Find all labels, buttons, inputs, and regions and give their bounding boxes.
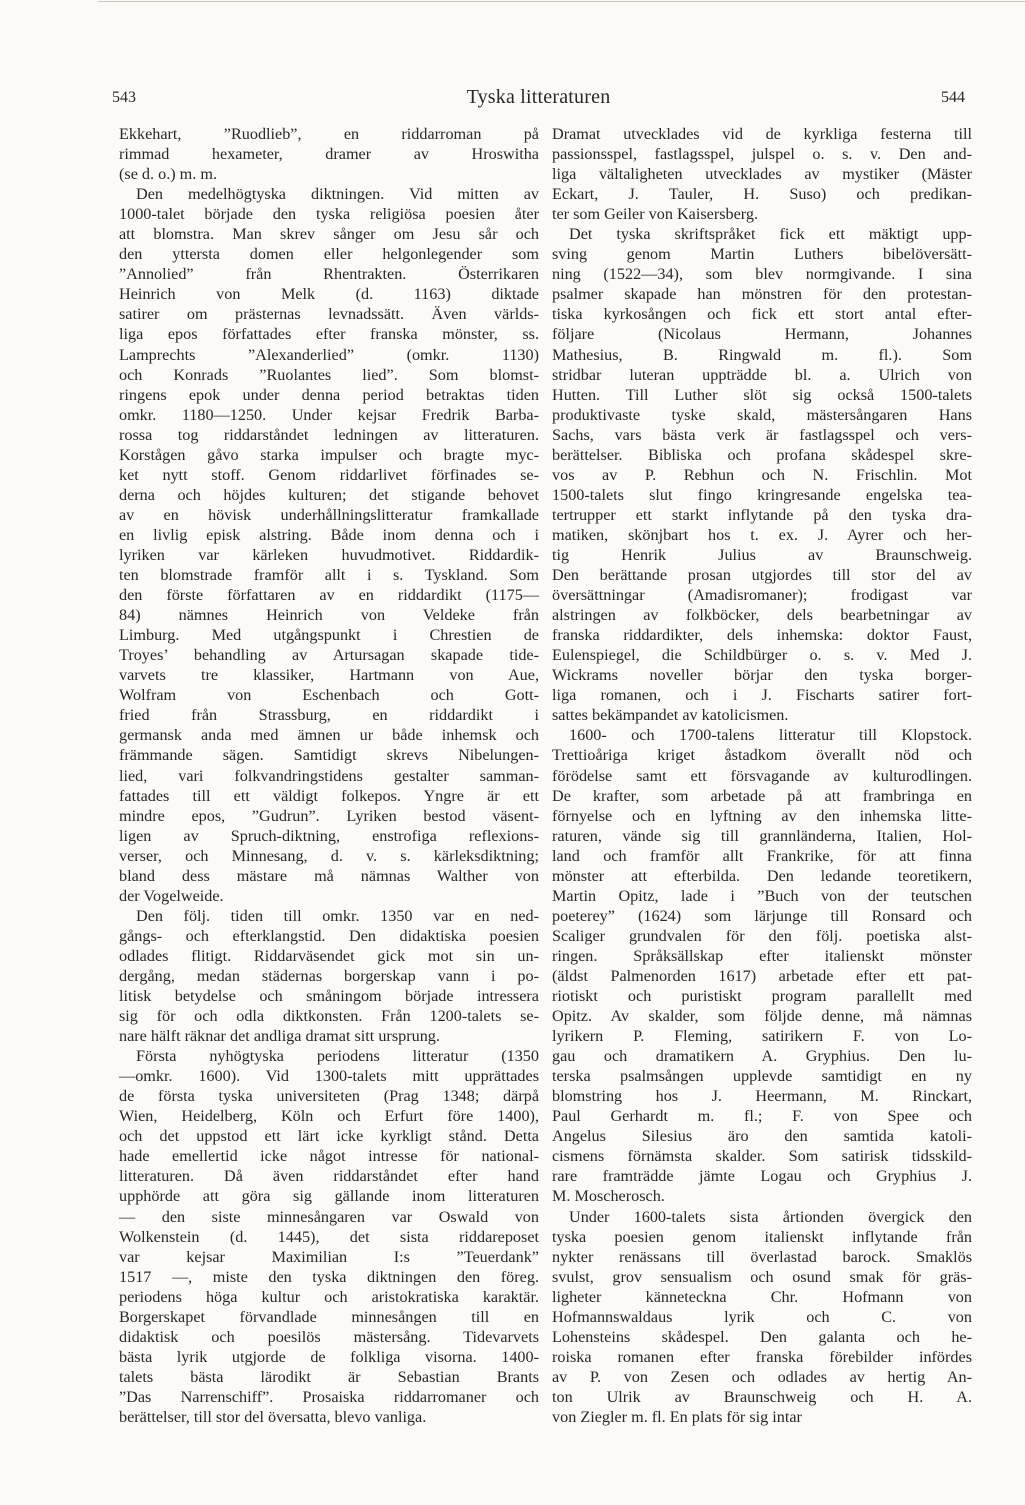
text-line: Hofmannswaldaus lyrik och C. von	[552, 1307, 972, 1326]
text-line: lyrikern P. Fleming, satirikern F. von Lo-	[552, 1027, 972, 1046]
text-line: och det uppstod ett lärt icke kyrkligt stånd. Detta	[119, 1127, 539, 1146]
text-line: Under 1600-talets sista årtionden övergick den	[569, 1207, 972, 1226]
text-line: terska psalmsången upplevde samtidigt en ny	[552, 1067, 972, 1086]
text-line: att blomstra. Man skrev sånger om Jesu sår och	[119, 225, 539, 244]
text-line: land och framför allt Frankrike, för att finna	[552, 846, 972, 865]
text-line: tyska poesien genom italienskt inflytande från	[552, 1227, 972, 1246]
text-line: Dramat utvecklades vid de kyrkliga festerna till	[552, 125, 972, 143]
text-line: raturen, vände sig till grannländerna, Italien, Hol-	[552, 826, 972, 845]
text-line: förnyelse och en lyftning av den inhemska litte-	[552, 806, 972, 825]
text-line: gångs- och efterklangstid. Den didaktiska poesien	[119, 926, 539, 945]
text-line: dergång, medan städernas borgerskap vann i po-	[119, 966, 539, 985]
text-line: poeterey” (1624) som lärjunge till Ronsard och	[552, 906, 972, 925]
text-line: fried från Strassburg, en riddardikt i	[119, 706, 539, 725]
text-line: — den siste minnesångaren var Oswald von	[119, 1207, 539, 1226]
text-line: den förste författaren av en riddardikt (1175—	[119, 586, 539, 605]
text-line: liga vältaligheten utvecklades av mystiker (Mäster	[552, 165, 972, 184]
text-line: Opitz. Av skalder, som följde denne, må nämnas	[552, 1007, 972, 1026]
text-line: blomstring hos J. Heermann, M. Rinckart,	[552, 1087, 972, 1106]
text-line: sig för och odla diktkonsten. Från 1200-talets se-	[119, 1007, 539, 1026]
text-line: svulst, grov sensualism och osund smak för gräs-	[552, 1267, 972, 1286]
text-line: tertrupper ett starkt inflytande på den tyska dra-	[552, 505, 972, 524]
text-line: litisk betydelse och småningom började intressera	[119, 987, 539, 1006]
text-line: lyriken var kärleken huvudmotivet. Riddardik-	[119, 545, 539, 564]
text-line: verser, och Minnesang, d. v. s. kärleksdiktning;	[119, 846, 539, 865]
text-line: passionsspel, fastlagsspel, julspel o. s. v. Den and-	[552, 145, 972, 164]
text-line: Eckart, J. Tauler, H. Suso) och predikan-	[552, 185, 972, 204]
text-line: mindre epos, ”Gudrun”. Lyriken bestod väsent-	[119, 806, 539, 825]
text-line: nykter renässans till överlastad barock. Smaklös	[552, 1247, 972, 1266]
text-line: hade emellertid icke något intresse för national-	[119, 1147, 539, 1166]
text-line: Borgerskapet förvandlade minnesången till en	[119, 1307, 539, 1326]
text-line: sving genom Martin Luthers bibelöversätt-	[552, 245, 972, 264]
text-line: ligheter känneteckna Chr. Hofmann von	[552, 1287, 972, 1306]
text-line: didaktisk och poesilös mästersång. Tidevarvets	[119, 1327, 539, 1346]
text-line: —omkr. 1600). Vid 1300-talets mitt upprättades	[119, 1067, 539, 1086]
text-line: odlades flitigt. Riddarväsendet gick mot sin un-	[119, 946, 539, 965]
text-line: de första tyska universiteten (Prag 1348; därpå	[119, 1087, 539, 1106]
text-line: 1517 —, miste den tyska diktningen den föreg.	[119, 1267, 539, 1286]
text-line: omkr. 1180—1250. Under kejsar Fredrik Barba-	[119, 405, 539, 424]
text-line: nare hälft räknar det andliga dramat sitt ursprung.	[119, 1027, 440, 1046]
text-line: Troyes’ behandling av Artursagan skapade tide-	[119, 646, 539, 665]
text-line: 1500-talets slut fingo kringresande engelska tea-	[552, 485, 972, 504]
text-line: den yttersta domen eller helgonlegender som	[119, 245, 539, 264]
text-line: fattades till ett väldigt folkepos. Yngre är ett	[119, 786, 539, 805]
text-line: ringens epok under denna period betraktas tiden	[119, 385, 539, 404]
text-line: produktivaste tyske skald, mästersångaren Hans	[552, 405, 972, 424]
text-line: Lohensteins skådespel. Den galanta och he-	[552, 1327, 972, 1346]
text-line: Eulenspiegel, die Schildbürger o. s. v. Med J.	[552, 646, 972, 665]
right-column	[552, 124, 972, 1427]
text-line: 1600- och 1700-talens litteratur till Klopstock.	[569, 726, 972, 745]
text-line: varvets tre klassiker, Hartmann von Aue,	[119, 666, 539, 685]
text-line: översättningar (Amadisromaner); frodigast var	[552, 586, 972, 605]
text-line: av P. von Zesen och odlades av hertig An-	[552, 1367, 972, 1386]
text-line: en livlig episk alstring. Både inom denna och i	[119, 525, 539, 544]
text-line: germansk anda med ämnen ur både inhemsk och	[119, 726, 539, 745]
text-line: Wien, Heidelberg, Köln och Erfurt före 1400),	[119, 1107, 539, 1126]
text-line: ten blomstrade framför allt i s. Tyskland. Som	[119, 566, 539, 585]
text-line: stridbar luteran uppträdde bl. a. Ulrich von	[552, 365, 972, 384]
text-line: talets bästa lärodikt är Sebastian Brants	[119, 1367, 539, 1386]
text-line: mönster att efterbilda. Den ledande teoretikern,	[552, 866, 972, 885]
text-line: Wickrams noveller börjar den tyska borger-	[552, 666, 972, 685]
text-line: Trettioåriga kriget åstadkom överallt nöd och	[552, 746, 972, 765]
text-line: cismens förnämsta skalder. Som satirisk tidsskild-	[552, 1147, 972, 1166]
text-line: ringen. Språksällskap efter italienskt mönster	[552, 946, 972, 965]
text-line: Ekkehart, ”Ruodlieb”, en riddarroman på	[119, 125, 539, 143]
text-line: der Vogelweide.	[119, 886, 224, 905]
text-line: von Ziegler m. fl. En plats för sig intar	[552, 1408, 802, 1426]
text-line: ning (1522—34), som blev normgivande. I sina	[552, 265, 972, 284]
text-line: Angelus Silesius äro den samtida katoli-	[552, 1127, 972, 1146]
text-line: ”Annolied” från Rhentrakten. Österrikaren	[119, 265, 539, 284]
text-line: M. Moscherosch.	[552, 1187, 665, 1206]
text-line: Paul Gerhardt m. fl.; F. von Spee och	[552, 1107, 972, 1126]
text-line: (äldst Palmenorden 1617) arbetade efter ett pat-	[552, 966, 972, 985]
text-line: Det tyska skriftspråket fick ett mäktigt upp-	[569, 225, 972, 244]
running-header	[112, 86, 965, 115]
text-line: bästa lyrik utgjorde de folkliga visorna. 1400-	[119, 1347, 539, 1366]
text-line: Sachs, vars bästa verk är fastlagsspel och vers-	[552, 425, 972, 444]
text-line: Limburg. Med utgångspunkt i Chrestien de	[119, 626, 539, 645]
text-line: gau och dramatikern A. Gryphius. Den lu-	[552, 1047, 972, 1066]
text-line: litteraturen. Då även riddarståndet efter hand	[119, 1167, 539, 1186]
text-line: satirer om prästernas levnadssätt. Även världs-	[119, 305, 539, 324]
text-line: tiska kyrkosången och fick ett stort antal efter-	[552, 305, 972, 324]
text-line: 84) nämnes Heinrich von Veldeke från	[119, 606, 539, 625]
text-line: vos av P. Rebhun och N. Frischlin. Mot	[552, 465, 972, 484]
text-line: ligen av Spruch-diktning, enstrofiga reflexions-	[119, 826, 539, 845]
text-line: derna och höjdes kulturen; det stigande behovet	[119, 485, 539, 504]
text-line: Den följ. tiden till omkr. 1350 var en ned-	[136, 906, 539, 925]
text-line: psalmer skapade han mönstren för den protestan-	[552, 285, 972, 304]
text-line: och Konrads ”Ruolantes lied”. Som blomst-	[119, 365, 539, 384]
running-title: Tyska litteraturen	[466, 86, 611, 108]
text-line: Heinrich von Melk (d. 1163) diktade	[119, 285, 539, 304]
text-line: Hutten. Till Luther slöt sig också 1500-talets	[552, 385, 972, 404]
text-line: rare framträdde jämte Logau och Gryphius J.	[552, 1167, 972, 1186]
text-line: De krafter, som arbetade på att frambringa en	[552, 786, 972, 805]
text-line: ket nytt stoff. Genom riddarlivet förfinades se-	[119, 465, 539, 484]
text-line: berättelser, till stor del översatta, blevo vanliga.	[119, 1408, 427, 1426]
text-line: Den medelhögtyska diktningen. Vid mitten av	[136, 185, 539, 204]
text-line: sattes bekämpandet av katolicismen.	[552, 706, 789, 725]
text-line: liga romanen, och i J. Fischarts satirer fort-	[552, 686, 972, 705]
text-line: Första nyhögtyska periodens litteratur (1350	[136, 1047, 539, 1066]
text-line: förödelse samt ett försvagande av kulturodlingen.	[552, 766, 972, 785]
text-line: franska riddardikter, dels inhemska: doktor Faust,	[552, 626, 972, 645]
text-line: berättelser. Bibliska och profana skådespel skre-	[552, 445, 972, 464]
page-top-rule	[98, 1, 1025, 2]
left-column	[119, 124, 539, 1427]
text-line: bland dess mästare må nämnas Walther von	[119, 866, 539, 885]
text-line: av en hövisk underhållningslitteratur framkallade	[119, 505, 539, 524]
text-line: 1000-talet började den tyska religiösa poesien åter	[119, 205, 539, 224]
text-line: periodens höga kultur och aristokratiska karaktär.	[119, 1287, 539, 1306]
text-line: följare (Nicolaus Hermann, Johannes	[552, 325, 972, 344]
left-page-number: 543	[112, 89, 136, 106]
text-line: rimmad hexameter, dramer av Hroswitha	[119, 145, 539, 164]
right-page-number: 544	[941, 89, 965, 106]
text-line: Korstågen gåvo starka impulser och bragte myc-	[119, 445, 539, 464]
text-line: Martin Opitz, lade i ”Buch von der teutschen	[552, 886, 972, 905]
text-line: Mathesius, B. Ringwald m. fl.). Som	[552, 345, 972, 364]
text-line: tig Henrik Julius av Braunschweig.	[552, 545, 972, 564]
text-line: Scaliger grundvalen för den följ. poetiska alst-	[552, 926, 972, 945]
text-line: roiska romanen efter franska förebilder infördes	[552, 1347, 972, 1366]
text-line: Wolkenstein (d. 1445), det sista riddareposet	[119, 1227, 539, 1246]
text-line: alstringen av folkböcker, dels bearbetningar av	[552, 606, 972, 625]
text-line: främmande sägen. Samtidigt skrevs Nibelungen-	[119, 746, 539, 765]
text-line: var kejsar Maximilian I:s ”Teuerdank”	[119, 1247, 539, 1266]
text-line: (se d. o.) m. m.	[119, 165, 218, 184]
text-line: riotiskt och puristiskt program parallellt med	[552, 987, 972, 1006]
text-line: ter som Geiler von Kaisersberg.	[552, 205, 759, 224]
text-line: upphörde att göra sig gällande inom litteraturen	[119, 1187, 539, 1206]
text-line: liga epos författades efter franska mönster, ss.	[119, 325, 539, 344]
text-line: matiken, skönjbart hos t. ex. J. Ayrer och her-	[552, 525, 972, 544]
text-line: rossa tog riddarståndet ledningen av litteraturen.	[119, 425, 539, 444]
text-line: ton Ulrik av Braunschweig och H. A.	[552, 1387, 972, 1406]
text-line: Den berättande prosan utgjordes till stor del av	[552, 566, 972, 585]
text-line: lied, vari folkvandringstidens gestalter samman-	[119, 766, 539, 785]
text-line: Lamprechts ”Alexanderlied” (omkr. 1130)	[119, 345, 539, 364]
text-line: ”Das Narrenschiff”. Prosaiska riddarromaner och	[119, 1387, 539, 1406]
text-line: Wolfram von Eschenbach och Gott-	[119, 686, 539, 705]
